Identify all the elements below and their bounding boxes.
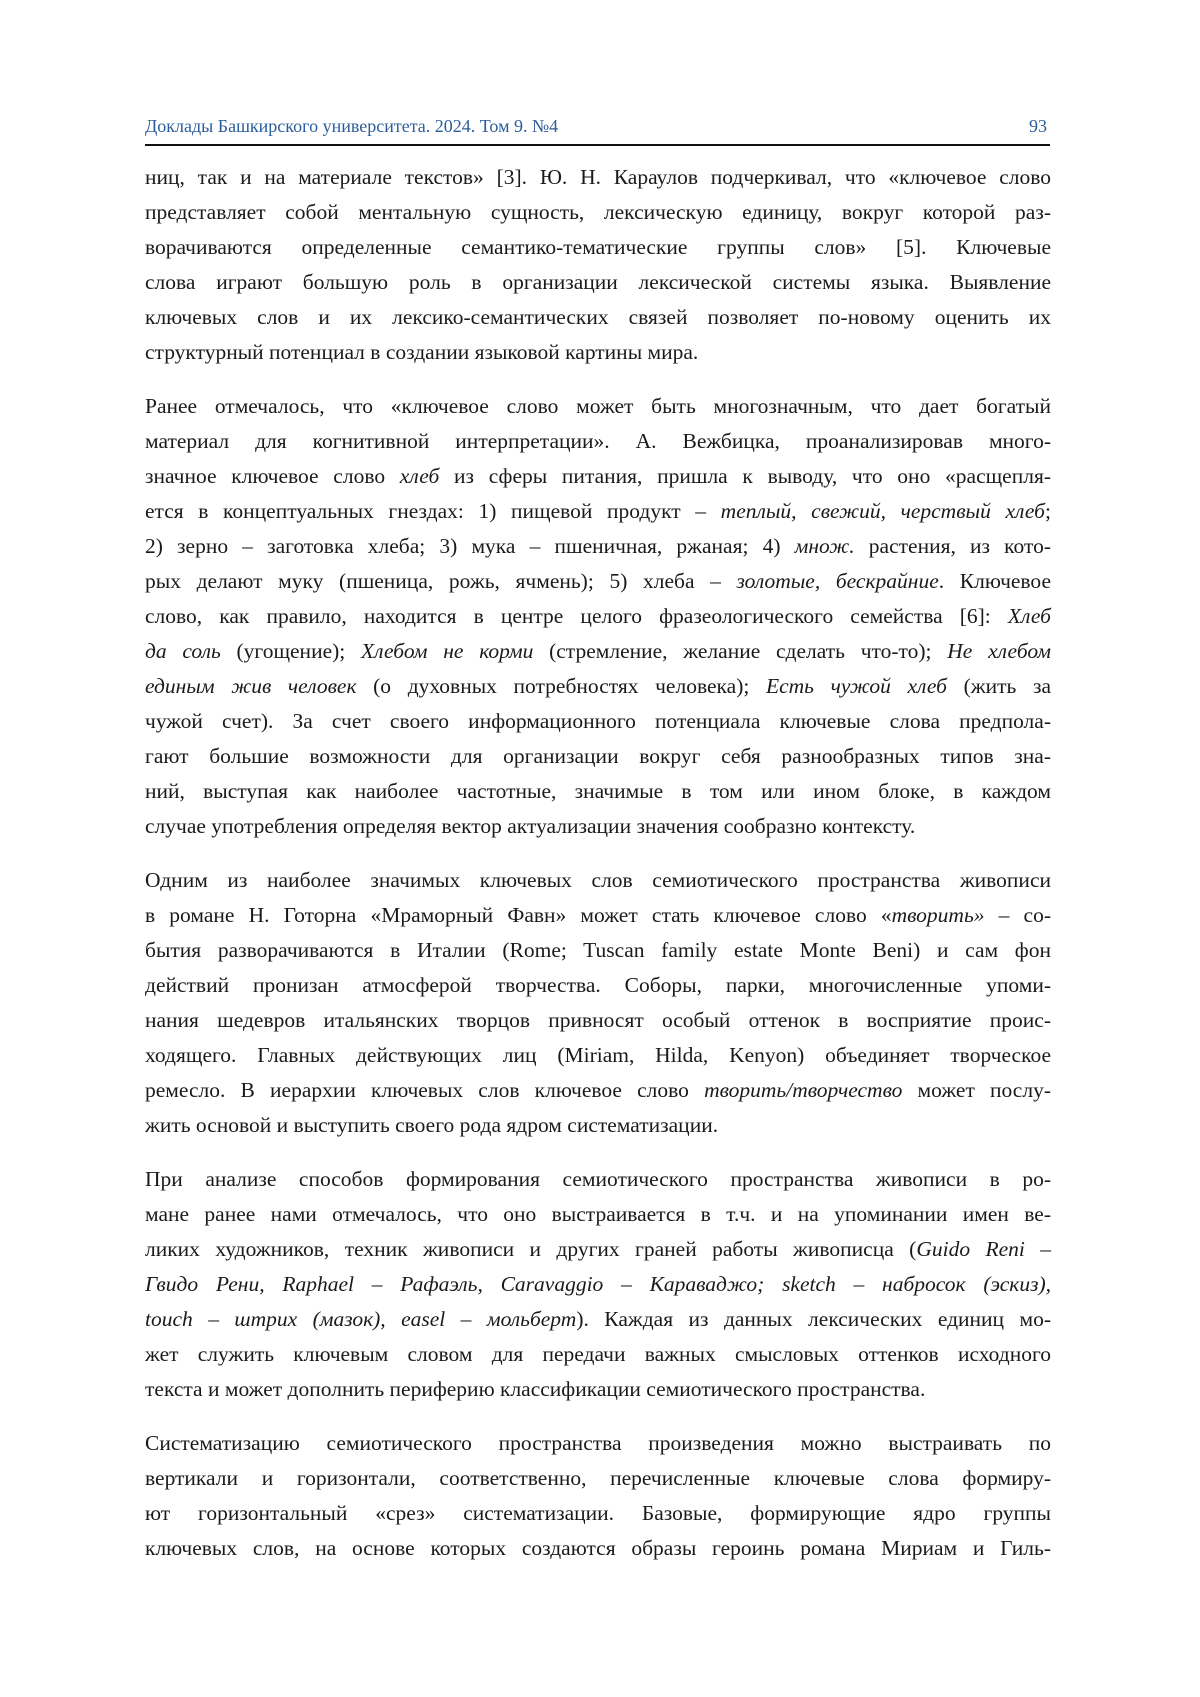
italic-term: творить» [891, 903, 985, 927]
text-run: может послу- [902, 1078, 1051, 1102]
header-rule [145, 144, 1050, 146]
text-line [145, 1003, 1051, 1038]
text-run: жить основой и выступить своего рода ядром систематизации. [145, 1113, 719, 1137]
italic-term: теплый, свежий, черствый хлеб [720, 499, 1045, 523]
text-run: ликих художников, техник живописи и других граней работы живописца ( [145, 1237, 917, 1261]
text-line [145, 335, 1051, 370]
text-run: бытия разворачиваются в Италии (Rome; Tuscan family estate Monte Beni) и сам фон [145, 938, 1051, 962]
text-line [145, 1461, 1051, 1496]
text-run: вертикали и горизонтали, соответственно, перечисленные ключевые слова формиру- [145, 1466, 1051, 1490]
text-run: ниц, так и на материале текстов» [3]. Ю. Н. Караулов подчеркивал, что «ключевое слово [145, 165, 1051, 189]
text-run: растения, из кото- [854, 534, 1051, 558]
text-run: ходящего. Главных действующих лиц (Miriam, Hilda, Kenyon) объединяет творческое [145, 1043, 1051, 1067]
text-run: – со- [984, 903, 1052, 927]
text-line [145, 1337, 1051, 1372]
italic-term: Гвидо Рени, Raphael – Рафаэль, Caravaggio – Караваджо; sketch – набросок (эскиз), [145, 1272, 1051, 1296]
italic-term: Не хлебом [947, 639, 1051, 663]
text-run: (угощение); [220, 639, 361, 663]
italic-term: творить/творчество [704, 1078, 903, 1102]
text-run: ворачиваются определенные семантико-тематические группы слов» [5]. Ключевые [145, 235, 1051, 259]
italic-term: Guido Reni – [916, 1237, 1051, 1261]
text-line [145, 564, 1051, 599]
text-line [145, 389, 1051, 424]
text-run: гают большие возможности для организации вокруг себя разнообразных типов зна- [145, 744, 1051, 768]
running-header [145, 114, 1050, 142]
text-line [145, 1162, 1051, 1197]
italic-term: единым жив человек [145, 674, 357, 698]
italic-term: Хлеб [1007, 604, 1051, 628]
text-line [145, 1108, 1051, 1143]
italic-term: золотые, бескрайние [736, 569, 939, 593]
text-line [145, 1426, 1051, 1461]
text-run: ). Каждая из данных лексических единиц мо- [576, 1307, 1052, 1331]
text-line [145, 863, 1051, 898]
text-line [145, 160, 1051, 195]
text-line [145, 265, 1051, 300]
italic-term: touch – штрих (мазок), easel – мольберт [145, 1307, 577, 1331]
text-line [145, 933, 1051, 968]
text-line [145, 494, 1051, 529]
text-run: материал для когнитивной интерпретации». А. Вежбицка, проанализировав много- [145, 429, 1051, 453]
text-run: (о духовных потребностях человека); [356, 674, 766, 698]
text-run: Одним из наиболее значимых ключевых слов семиотического пространства живописи [145, 868, 1051, 892]
text-line [145, 529, 1051, 564]
paragraph [145, 863, 1051, 1143]
text-run: чужой счет). За счет своего информационного потенциала ключевые слова предпола- [145, 709, 1051, 733]
text-line [145, 669, 1051, 704]
text-line [145, 774, 1051, 809]
text-line [145, 1531, 1051, 1566]
text-run: структурный потенциал в создании языковой картины мира. [145, 340, 699, 364]
text-run: из сферы питания, пришла к выводу, что оно «расщепля- [439, 464, 1051, 488]
text-line [145, 739, 1051, 774]
italic-term: хлеб [399, 464, 440, 488]
paragraph [145, 389, 1051, 844]
text-line [145, 1372, 1051, 1407]
text-line [145, 599, 1051, 634]
text-run: представляет собой ментальную сущность, лексическую единицу, вокруг которой раз- [145, 200, 1051, 224]
text-line [145, 1197, 1051, 1232]
text-line [145, 809, 1051, 844]
text-line [145, 1496, 1051, 1531]
text-run: Систематизацию семиотического пространства произведения можно выстраивать по [145, 1431, 1051, 1455]
text-line [145, 634, 1051, 669]
text-run: ключевых слов, на основе которых создаются образы героинь романа Мириам и Гиль- [145, 1536, 1051, 1560]
text-line [145, 300, 1051, 335]
text-run: (жить за [946, 674, 1052, 698]
text-run: ют горизонтальный «срез» систематизации. Базовые, формирующие ядро группы [145, 1501, 1051, 1525]
text-line [145, 424, 1051, 459]
text-run: ний, выступая как наиболее частотные, значимые в том или ином блоке, в каждом [145, 779, 1051, 803]
text-line [145, 1038, 1051, 1073]
text-run: нания шедевров итальянских творцов привносят особый оттенок в восприятие проис- [145, 1008, 1051, 1032]
text-run: в романе Н. Готорна «Мраморный Фавн» может стать ключевое слово « [145, 903, 892, 927]
text-line [145, 230, 1051, 265]
text-line [145, 898, 1051, 933]
journal-title: Доклады Башкирского университета. 2024. Том 9. №4 [145, 116, 559, 136]
article-body [145, 160, 1051, 1585]
text-run: . Ключевое [938, 569, 1051, 593]
text-line [145, 459, 1051, 494]
text-run: Ранее отмечалось, что «ключевое слово может быть многозначным, что дает богатый [145, 394, 1051, 418]
text-line [145, 1073, 1051, 1108]
italic-term: Хлебом не корми [361, 639, 534, 663]
text-run: ется в концептуальных гнездах: 1) пищевой продукт – [145, 499, 721, 523]
text-line [145, 968, 1051, 1003]
text-run: ремесло. В иерархии ключевых слов ключевое слово [145, 1078, 705, 1102]
text-run: слова играют большую роль в организации лексической системы языка. Выявление [145, 270, 1051, 294]
text-run: значное ключевое слово [145, 464, 400, 488]
text-run: ; [1045, 499, 1051, 523]
text-run: (стремление, желание сделать что-то); [533, 639, 948, 663]
text-run: жет служить ключевым словом для передачи важных смысловых оттенков исходного [145, 1342, 1051, 1366]
paragraph [145, 1426, 1051, 1566]
text-line [145, 704, 1051, 739]
paragraph [145, 160, 1051, 370]
text-run: мане ранее нами отмечалось, что оно выстраивается в т.ч. и на упоминании имен ве- [145, 1202, 1051, 1226]
text-run: текста и может дополнить периферию классификации семиотического пространства. [145, 1377, 926, 1401]
text-run: случае употребления определяя вектор актуализации значения сообразно контексту. [145, 814, 916, 838]
italic-term: да соль [145, 639, 221, 663]
text-line [145, 195, 1051, 230]
text-line [145, 1232, 1051, 1267]
paragraph [145, 1162, 1051, 1407]
text-run: действий пронизан атмосферой творчества. Соборы, парки, многочисленные упоми- [145, 973, 1051, 997]
text-run: слово, как правило, находится в центре целого фразеологического семейства [6]: [145, 604, 1008, 628]
text-run: рых делают муку (пшеница, рожь, ячмень); 5) хлеба – [145, 569, 737, 593]
text-run: При анализе способов формирования семиотического пространства живописи в ро- [145, 1167, 1051, 1191]
italic-term: Есть чужой хлеб [765, 674, 947, 698]
text-run: ключевых слов и их лексико-семантических связей позволяет по-новому оценить их [145, 305, 1051, 329]
page-number: 93 [1029, 116, 1047, 136]
text-line [145, 1302, 1051, 1337]
text-run: 2) зерно – заготовка хлеба; 3) мука – пшеничная, ржаная; 4) [145, 534, 795, 558]
text-line [145, 1267, 1051, 1302]
italic-term: множ. [794, 534, 855, 558]
